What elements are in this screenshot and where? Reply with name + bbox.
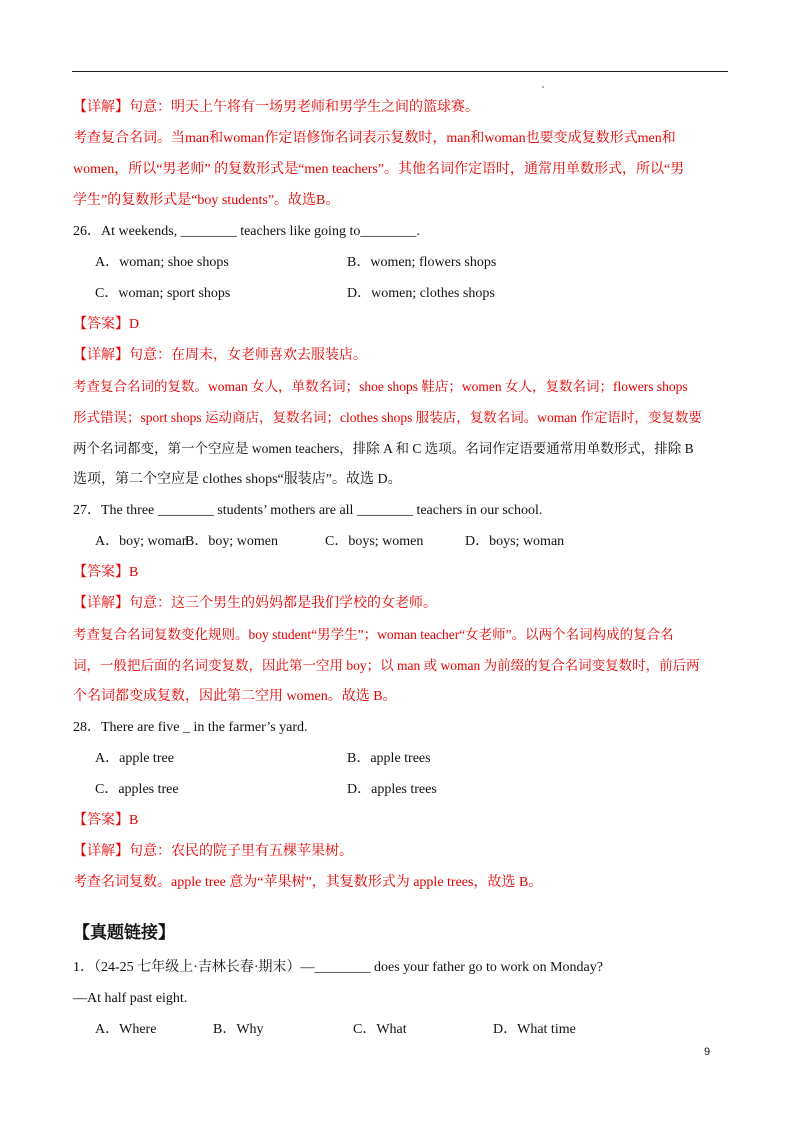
q27-option-a: A．boy; woman	[95, 534, 189, 549]
answer-value: B	[129, 565, 139, 580]
q26-option-a: A．woman; shoe shops	[95, 255, 229, 270]
q28-stem: 28．There are five _ in the farmer’s yard.	[73, 720, 308, 735]
detail-label: 【详解】	[73, 100, 129, 115]
page-number: 9	[704, 1046, 711, 1058]
q28-answer	[73, 809, 733, 840]
q27-stem: 27．The three ________ students’ mothers are all ________ teachers in our school.	[73, 503, 543, 518]
q26-option-d: D．women; clothes shops	[347, 286, 495, 301]
link1-option-b: B．Why	[213, 1022, 264, 1037]
q28-expl-1: 考查名词复数。apple tree 意为“苹果树”，其复数形式为 apple trees，故选 B。	[73, 875, 543, 890]
q26-expl-3: 两个名词都变，第一个空应是 women teachers，排除 A 和 C 选项。名词作定语要通常用单数形式，排除 B	[73, 441, 694, 456]
q28-option-c: C．apples tree	[95, 782, 179, 797]
link1-option-d: D．What time	[493, 1022, 576, 1037]
q27-option-b: B．boy; women	[185, 534, 278, 549]
q28-option-a: A．apple tree	[95, 751, 174, 766]
q26-options-row-1	[73, 251, 733, 282]
answer-value: B	[129, 813, 139, 828]
link1-option-a: A．Where	[95, 1022, 157, 1037]
q27-answer	[73, 561, 733, 592]
detail-meaning: 句意：明天上午将有一场男老师和男学生之间的篮球赛。	[129, 100, 479, 115]
section-heading: 【真题链接】	[73, 923, 175, 943]
answer-label: 【答案】	[73, 813, 129, 828]
q26-option-b: B．women; flowers shops	[347, 255, 497, 270]
q26-expl-4: 选项，第二个空应是 clothes shops“服装店”。故选 D。	[73, 472, 402, 487]
q26-options-row-2	[73, 282, 733, 313]
q26-answer	[73, 313, 733, 344]
q27-expl-2: 词，一般把后面的名词变复数，因此第一空用 boy；以 man 或 woman 为前缀的复合名词变复数时，前后两	[73, 658, 700, 673]
q28-option-d: D．apples trees	[347, 782, 437, 797]
detail-label: 【详解】	[73, 348, 129, 363]
detail-meaning: 句意：农民的院子里有五棵苹果树。	[129, 844, 353, 859]
q26-option-c: C．woman; sport shops	[95, 286, 231, 301]
scan-dot	[542, 86, 544, 88]
q26-expl-2: 形式错误；sport shops 运动商店，复数名词；clothes shops 服装店，复数名词。woman 作定语时，变复数要	[73, 410, 702, 425]
q28-option-b: B．apple trees	[347, 751, 431, 766]
q25-expl-1: 考查复合名词。当man和woman作定语修饰名词表示复数时，man和woman也要变成复数形式men和	[73, 131, 676, 146]
link1-options-row	[73, 1018, 733, 1049]
detail-label: 【详解】	[73, 596, 129, 611]
header-rule	[72, 71, 728, 72]
q27-expl-3: 个名词都变成复数，因此第二空用 women。故选 B。	[73, 689, 397, 704]
q25-expl-2: women，所以“男老师” 的复数形式是“men teachers”。其他名词作定语时，通常用单数形式，所以“男	[73, 162, 685, 177]
link1-reply: —At half past eight.	[73, 991, 188, 1006]
q27-detail	[73, 592, 733, 623]
q25-detail	[73, 96, 733, 127]
detail-label: 【详解】	[73, 844, 129, 859]
q26-stem: 26．At weekends, ________ teachers like going to________.	[73, 224, 420, 239]
q28-detail	[73, 840, 733, 871]
q25-expl-3: 学生”的复数形式是“boy students”。故选B。	[73, 193, 340, 208]
link1-option-c: C．What	[353, 1022, 407, 1037]
q28-options-row-2	[73, 778, 733, 809]
link1-stem: 1．（24-25 七年级上·吉林长春·期末）—________ does your father go to work on Monday?	[73, 960, 603, 975]
detail-meaning: 句意：这三个男生的妈妈都是我们学校的女老师。	[129, 596, 437, 611]
q27-expl-1: 考查复合名词复数变化规则。boy student“男学生”；woman teacher“女老师”。以两个名词构成的复合名	[73, 627, 674, 642]
answer-label: 【答案】	[73, 565, 129, 580]
page-content	[73, 96, 733, 1049]
answer-label: 【答案】	[73, 317, 129, 332]
q26-detail	[73, 344, 733, 375]
q28-options-row-1	[73, 747, 733, 778]
answer-value: D	[129, 317, 140, 332]
q27-option-d: D．boys; woman	[465, 534, 565, 549]
q27-options-row	[73, 530, 733, 561]
q27-option-c: C．boys; women	[325, 534, 424, 549]
detail-meaning: 句意：在周末，女老师喜欢去服装店。	[129, 348, 367, 363]
q26-expl-1: 考查复合名词的复数。woman 女人，单数名词；shoe shops 鞋店；women 女人，复数名词；flowers shops	[73, 379, 688, 394]
